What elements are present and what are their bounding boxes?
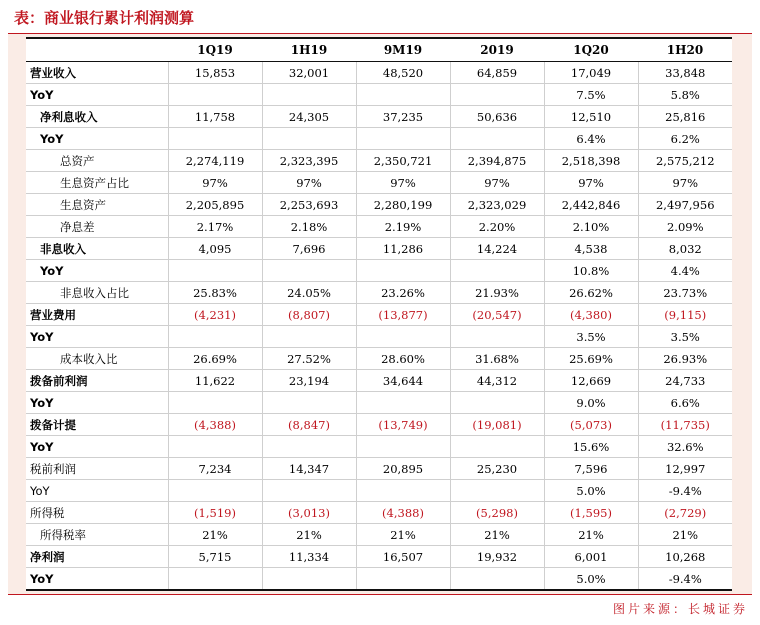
value-cell: 3.5%	[544, 326, 638, 348]
row-label: YoY	[26, 128, 168, 150]
value-cell	[262, 260, 356, 282]
value-cell: 23.73%	[638, 282, 732, 304]
value-cell: 7.5%	[544, 84, 638, 106]
table-row	[26, 238, 732, 260]
value-cell: 24.05%	[262, 282, 356, 304]
value-cell: (1,595)	[544, 502, 638, 524]
profit-table	[26, 37, 732, 591]
column-header: 1H20	[638, 38, 732, 62]
value-cell: -9.4%	[638, 568, 732, 591]
value-cell	[356, 392, 450, 414]
value-cell: 6.6%	[638, 392, 732, 414]
value-cell: 2,205,895	[168, 194, 262, 216]
value-cell: 21.93%	[450, 282, 544, 304]
row-label: 总资产	[26, 150, 168, 172]
value-cell: 4.4%	[638, 260, 732, 282]
value-cell: 6.4%	[544, 128, 638, 150]
value-cell: 97%	[638, 172, 732, 194]
value-cell: 48,520	[356, 62, 450, 84]
value-cell: 8,032	[638, 238, 732, 260]
value-cell: 50,636	[450, 106, 544, 128]
value-cell	[356, 436, 450, 458]
value-cell: 97%	[356, 172, 450, 194]
row-label: YoY	[26, 392, 168, 414]
value-cell: 15,853	[168, 62, 262, 84]
table-row	[26, 392, 732, 414]
value-cell: (4,388)	[168, 414, 262, 436]
row-label: 营业费用	[26, 304, 168, 326]
value-cell: 34,644	[356, 370, 450, 392]
value-cell: 26.62%	[544, 282, 638, 304]
row-label: 营业收入	[26, 62, 168, 84]
value-cell: 10,268	[638, 546, 732, 568]
table-row	[26, 172, 732, 194]
value-cell: 26.93%	[638, 348, 732, 370]
header-label-cell	[26, 38, 168, 62]
value-cell	[450, 392, 544, 414]
value-cell: 21%	[450, 524, 544, 546]
value-cell: (13,749)	[356, 414, 450, 436]
value-cell: (8,847)	[262, 414, 356, 436]
value-cell: 5.0%	[544, 568, 638, 591]
value-cell	[168, 480, 262, 502]
value-cell: 2,350,721	[356, 150, 450, 172]
value-cell: 23,194	[262, 370, 356, 392]
table-row	[26, 568, 732, 591]
value-cell	[168, 436, 262, 458]
value-cell: 4,538	[544, 238, 638, 260]
value-cell	[168, 128, 262, 150]
value-cell	[450, 326, 544, 348]
value-cell	[356, 84, 450, 106]
value-cell	[356, 326, 450, 348]
value-cell: (4,388)	[356, 502, 450, 524]
table-row	[26, 370, 732, 392]
source-note: 图片来源：长城证券	[612, 602, 748, 616]
table-row	[26, 348, 732, 370]
value-cell	[168, 392, 262, 414]
value-cell: (4,231)	[168, 304, 262, 326]
value-cell: 2.20%	[450, 216, 544, 238]
value-cell: 6.2%	[638, 128, 732, 150]
value-cell: 14,347	[262, 458, 356, 480]
value-cell	[450, 436, 544, 458]
value-cell: 21%	[356, 524, 450, 546]
value-cell	[450, 84, 544, 106]
value-cell: 2.09%	[638, 216, 732, 238]
value-cell	[168, 326, 262, 348]
value-cell	[168, 568, 262, 591]
value-cell	[356, 568, 450, 591]
value-cell: 2,253,693	[262, 194, 356, 216]
value-cell	[262, 128, 356, 150]
value-cell	[356, 128, 450, 150]
table-row	[26, 304, 732, 326]
row-label: 生息资产占比	[26, 172, 168, 194]
value-cell	[262, 84, 356, 106]
value-cell: 15.6%	[544, 436, 638, 458]
value-cell: 2.18%	[262, 216, 356, 238]
header-row	[26, 38, 732, 62]
row-label: 非息收入占比	[26, 282, 168, 304]
value-cell: 5,715	[168, 546, 262, 568]
table-row	[26, 458, 732, 480]
value-cell: 5.8%	[638, 84, 732, 106]
value-cell: 31.68%	[450, 348, 544, 370]
value-cell: 37,235	[356, 106, 450, 128]
value-cell: 33,848	[638, 62, 732, 84]
value-cell: (5,298)	[450, 502, 544, 524]
value-cell	[262, 392, 356, 414]
column-header: 2019	[450, 38, 544, 62]
value-cell: 97%	[450, 172, 544, 194]
value-cell: 7,596	[544, 458, 638, 480]
value-cell: 2,323,395	[262, 150, 356, 172]
table-row	[26, 502, 732, 524]
table-row	[26, 194, 732, 216]
table-row	[26, 62, 732, 84]
value-cell: 25.69%	[544, 348, 638, 370]
value-cell: 12,669	[544, 370, 638, 392]
value-cell: 21%	[544, 524, 638, 546]
value-cell: 16,507	[356, 546, 450, 568]
value-cell: 21%	[168, 524, 262, 546]
value-cell: 2.17%	[168, 216, 262, 238]
value-cell: 64,859	[450, 62, 544, 84]
row-label: 生息资产	[26, 194, 168, 216]
value-cell	[450, 128, 544, 150]
table-row	[26, 128, 732, 150]
row-label: YoY	[26, 260, 168, 282]
table-row	[26, 436, 732, 458]
row-label: 非息收入	[26, 238, 168, 260]
value-cell	[356, 480, 450, 502]
value-cell: (5,073)	[544, 414, 638, 436]
value-cell: 2,518,398	[544, 150, 638, 172]
value-cell: 2,497,956	[638, 194, 732, 216]
value-cell: (1,519)	[168, 502, 262, 524]
table-row	[26, 480, 732, 502]
value-cell	[450, 260, 544, 282]
row-label: YoY	[26, 326, 168, 348]
value-cell: 3.5%	[638, 326, 732, 348]
value-cell: 2,323,029	[450, 194, 544, 216]
value-cell: 21%	[262, 524, 356, 546]
row-label: 拨备计提	[26, 414, 168, 436]
value-cell: 5.0%	[544, 480, 638, 502]
table-row	[26, 106, 732, 128]
value-cell	[168, 260, 262, 282]
table-row	[26, 150, 732, 172]
value-cell: 28.60%	[356, 348, 450, 370]
row-label: 所得税率	[26, 524, 168, 546]
column-header: 9M19	[356, 38, 450, 62]
value-cell	[262, 568, 356, 591]
row-label: 所得税	[26, 502, 168, 524]
value-cell: (3,013)	[262, 502, 356, 524]
value-cell: (2,729)	[638, 502, 732, 524]
row-label: 拨备前利润	[26, 370, 168, 392]
value-cell: 27.52%	[262, 348, 356, 370]
row-label: YoY	[26, 436, 168, 458]
row-label: 成本收入比	[26, 348, 168, 370]
value-cell: 25,230	[450, 458, 544, 480]
row-label: YoY	[26, 480, 168, 502]
value-cell: 6,001	[544, 546, 638, 568]
row-label: 净利润	[26, 546, 168, 568]
value-cell: (11,735)	[638, 414, 732, 436]
value-cell: 9.0%	[544, 392, 638, 414]
value-cell: 2,274,119	[168, 150, 262, 172]
table-row	[26, 546, 732, 568]
value-cell: 2,575,212	[638, 150, 732, 172]
value-cell: 11,622	[168, 370, 262, 392]
table-row	[26, 216, 732, 238]
value-cell: 2,442,846	[544, 194, 638, 216]
value-cell: 97%	[544, 172, 638, 194]
table-row	[26, 282, 732, 304]
value-cell: 7,234	[168, 458, 262, 480]
value-cell: 26.69%	[168, 348, 262, 370]
column-header: 1Q20	[544, 38, 638, 62]
value-cell: 2,280,199	[356, 194, 450, 216]
column-header: 1Q19	[168, 38, 262, 62]
table-row	[26, 260, 732, 282]
value-cell	[262, 326, 356, 348]
value-cell: 97%	[262, 172, 356, 194]
table-row	[26, 414, 732, 436]
row-label: YoY	[26, 84, 168, 106]
value-cell: 12,510	[544, 106, 638, 128]
value-cell: 32,001	[262, 62, 356, 84]
value-cell: 14,224	[450, 238, 544, 260]
value-cell	[356, 260, 450, 282]
value-cell: 12,997	[638, 458, 732, 480]
value-cell: 10.8%	[544, 260, 638, 282]
value-cell: (20,547)	[450, 304, 544, 326]
value-cell: (9,115)	[638, 304, 732, 326]
value-cell: 17,049	[544, 62, 638, 84]
value-cell: (8,807)	[262, 304, 356, 326]
value-cell: (13,877)	[356, 304, 450, 326]
value-cell	[450, 480, 544, 502]
row-label: YoY	[26, 568, 168, 591]
value-cell: 11,286	[356, 238, 450, 260]
value-cell	[450, 568, 544, 591]
value-cell: 20,895	[356, 458, 450, 480]
value-cell: 2,394,875	[450, 150, 544, 172]
value-cell: (19,081)	[450, 414, 544, 436]
value-cell: 21%	[638, 524, 732, 546]
value-cell: 11,334	[262, 546, 356, 568]
value-cell	[262, 480, 356, 502]
table-row	[26, 326, 732, 348]
value-cell: 25.83%	[168, 282, 262, 304]
value-cell: 11,758	[168, 106, 262, 128]
value-cell: 97%	[168, 172, 262, 194]
value-cell: 32.6%	[638, 436, 732, 458]
value-cell: (4,380)	[544, 304, 638, 326]
value-cell: 2.10%	[544, 216, 638, 238]
value-cell: 44,312	[450, 370, 544, 392]
table-row	[26, 84, 732, 106]
value-cell: 24,305	[262, 106, 356, 128]
value-cell: 23.26%	[356, 282, 450, 304]
value-cell: -9.4%	[638, 480, 732, 502]
value-cell: 19,932	[450, 546, 544, 568]
value-cell: 25,816	[638, 106, 732, 128]
value-cell	[262, 436, 356, 458]
value-cell	[168, 84, 262, 106]
value-cell: 24,733	[638, 370, 732, 392]
column-header: 1H19	[262, 38, 356, 62]
value-cell: 7,696	[262, 238, 356, 260]
table-row	[26, 524, 732, 546]
value-cell: 2.19%	[356, 216, 450, 238]
row-label: 净利息收入	[26, 106, 168, 128]
footer-rule	[8, 594, 752, 595]
table-title: 表：商业银行累计利润测算	[14, 9, 195, 27]
row-label: 净息差	[26, 216, 168, 238]
value-cell: 4,095	[168, 238, 262, 260]
row-label: 税前利润	[26, 458, 168, 480]
